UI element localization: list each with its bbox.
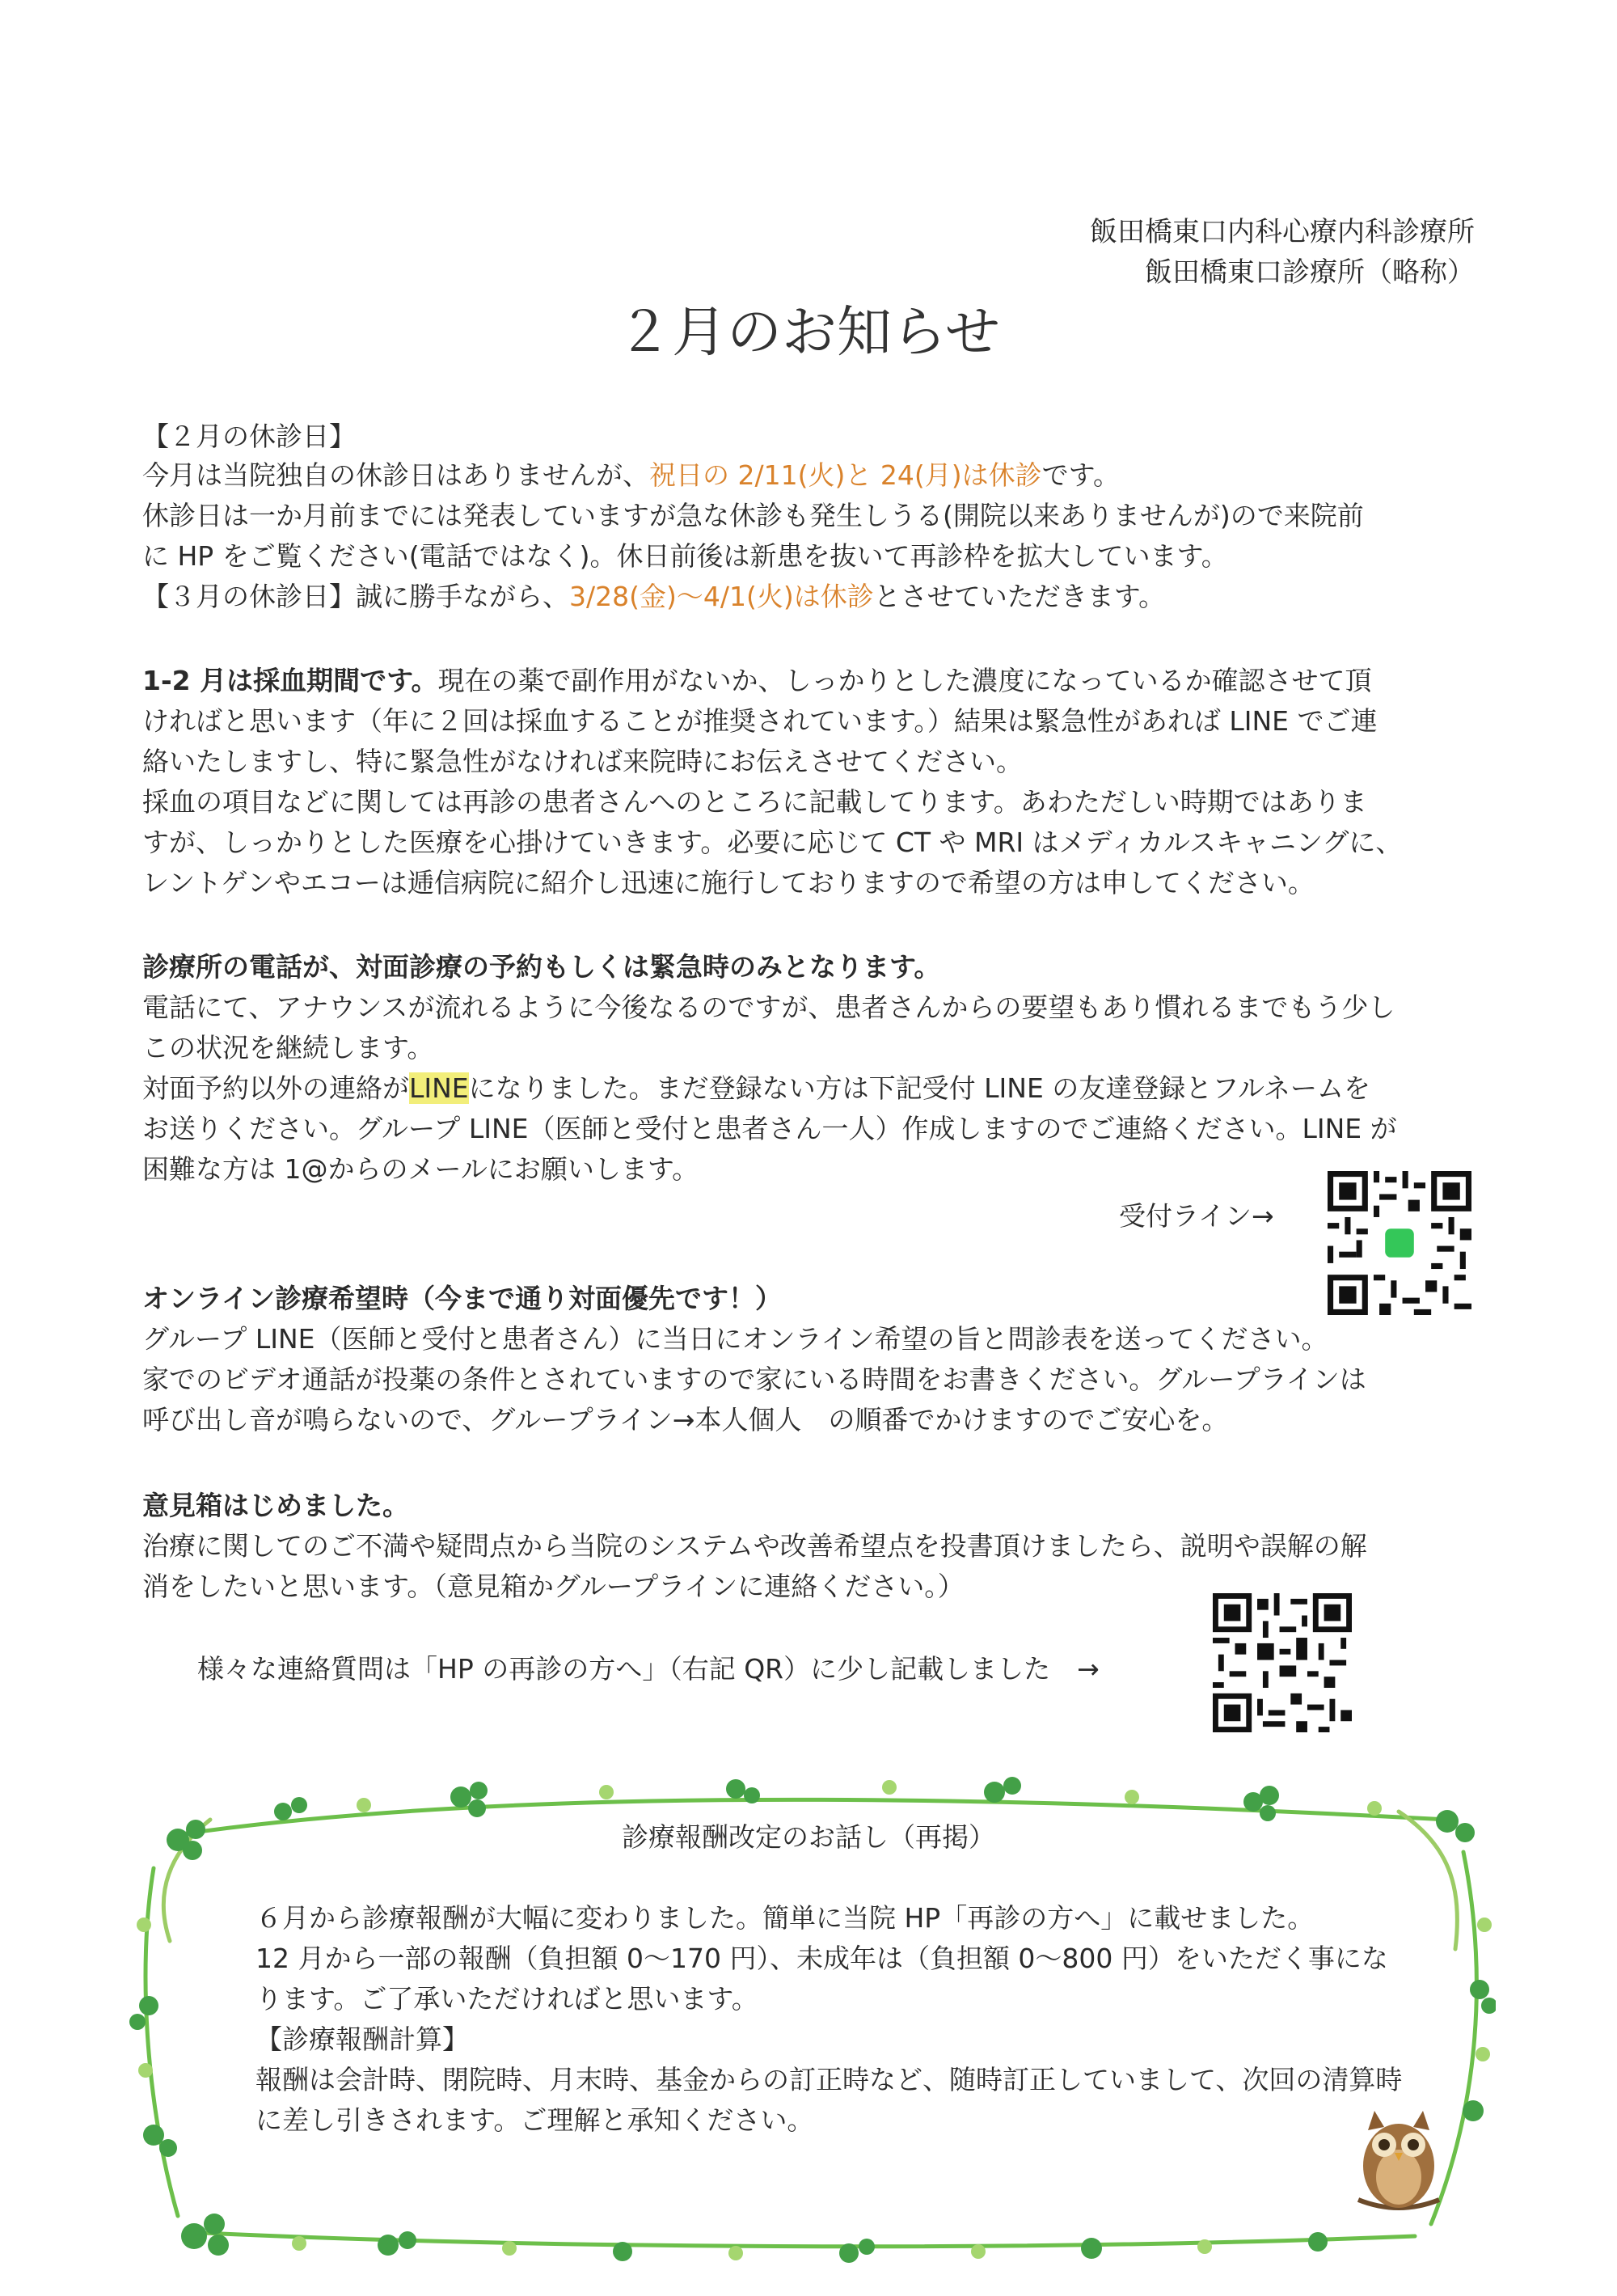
phone-line-4: お送りください。グループ LINE（医師と受付と患者さん一人）作成しますのでご連絡ください。LINE が — [142, 1113, 1397, 1144]
line-qr-code[interactable] — [1328, 1171, 1471, 1315]
holidays-highlight-march: 3/28(金)～4/1(火)は休診 — [569, 581, 874, 612]
blood-line-1-text: 現在の薬で副作用がないか、しっかりとした濃度になっているか確認させて頂 — [437, 665, 1372, 696]
phone-line-5: 困難な方は 1@からのメールにお願いします。 — [142, 1153, 699, 1185]
march-holiday-label: 【３月の休診日】誠に勝手ながら、 — [142, 581, 569, 612]
blood-line-5: すが、しっかりとした医療を心掛けていきます。必要に応じて CT や MRI はメディカルスキャニングに、 — [142, 827, 1403, 858]
opinion-line-1: 治療に関してのご不満や疑問点から当院のシステムや改善希望点を投書頂けましたら、説明や誤解の解 — [142, 1530, 1367, 1562]
fee-line-1: ６月から診療報酬が大幅に変わりました。簡単に当院 HP「再診の方へ」に載せました。 — [255, 1902, 1315, 1934]
holidays-line-3: に HP をご覧ください(電話ではなく)。休日前後は新患を抜いて再診枠を拡大しています。 — [142, 540, 1228, 572]
holidays-line-4 — [142, 576, 1165, 618]
line-qr-label: 受付ライン→ — [1119, 1200, 1274, 1232]
clinic-full-name: 飯田橋東口内科心療内科診療所 — [1090, 216, 1475, 248]
holidays-line-1-tail: です。 — [1041, 459, 1120, 491]
online-line-2: 家でのビデオ通話が投薬の条件とされていますので家にいる時間をお書きください。グループラインは — [142, 1364, 1366, 1395]
blood-line-3: 絡いたしますし、特に緊急性がなければ来院時にお伝えさせてください。 — [142, 746, 1023, 777]
fee-revision-title: 診療報酬改定のお話し（再掲） — [622, 1821, 995, 1853]
clinic-short-name: 飯田橋東口診療所（略称） — [1145, 256, 1475, 289]
online-line-1: グループ LINE（医師と受付と患者さん）に当日にオンライン希望の旨と問診表を送ってください。 — [142, 1323, 1328, 1355]
blood-heading: 1-2 月は採血期間です。 — [142, 665, 438, 696]
online-heading: オンライン診療希望時（今まで通り対面優先です！） — [142, 1283, 783, 1314]
line-highlight: LINE — [409, 1072, 469, 1104]
holidays-line-1 — [142, 455, 1120, 497]
fee-line-4: 報酬は会計時、閉院時、月末時、基金からの訂正時など、随時訂正していまして、次回の清算時 — [255, 2064, 1403, 2095]
blood-line-6: レントゲンやエコーは逓信病院に紹介し迅速に施行しておりますので希望の方は申してください。 — [142, 867, 1315, 899]
page-title: ２月のお知らせ — [617, 301, 1000, 365]
holidays-line-2: 休診日は一か月前までには発表していますが急な休診も発生しうる(開院以来ありませんが)ので来院前 — [142, 500, 1364, 531]
phone-line-3-tail: になりました。まだ登録ない方は下記受付 LINE の友達登録とフルネームを — [468, 1072, 1370, 1104]
holidays-highlight-feb: 祝日の 2/11(火)と 24(月)は休診 — [649, 459, 1042, 491]
fee-calc-heading: 【診療報酬計算】 — [255, 2023, 469, 2055]
holidays-line-1-text: 今月は当院独自の休診日はありませんが、 — [142, 459, 649, 491]
phone-line-1: 電話にて、アナウンスが流れるように今後なるのですが、患者さんからの要望もあり慣れるまでもう少し — [142, 992, 1395, 1023]
phone-line-3-text: 対面予約以外の連絡が — [142, 1072, 409, 1104]
hp-qr-label: 様々な連絡質問は「HP の再診の方へ」（右記 QR）に少し記載しました → — [197, 1653, 1100, 1685]
blood-line-2: ければと思います（年に２回は採血することが推奨されています。）結果は緊急性があれば LINE でご連 — [142, 705, 1378, 737]
holidays-line-4-tail: とさせていただきます。 — [873, 581, 1166, 612]
owl-illustration — [1350, 2103, 1447, 2224]
phone-line-2: この状況を継続します。 — [142, 1032, 434, 1063]
hp-qr-code[interactable] — [1213, 1593, 1352, 1732]
blood-line-4: 採血の項目などに関しては再診の患者さんへのところに記載してります。あわただしい時期ではありま — [142, 786, 1367, 818]
fee-line-5: に差し引きされます。ご理解と承知ください。 — [255, 2104, 814, 2136]
phone-line-3 — [142, 1068, 1370, 1110]
blood-line-1 — [142, 660, 1371, 702]
phone-heading: 診療所の電話が、対面診療の予約もしくは緊急時のみとなります。 — [142, 951, 941, 983]
opinion-line-2: 消をしたいと思います。（意見箱かグループラインに連絡ください。） — [142, 1571, 965, 1602]
opinion-heading: 意見箱はじめました。 — [142, 1490, 409, 1521]
online-line-3: 呼び出し音が鳴らないので、グループライン→本人個人 の順番でかけますのでご安心を。 — [142, 1404, 1229, 1436]
fee-line-2: 12 月から一部の報酬（負担額 0～170 円）、未成年は（負担額 0～800 円）をいただく事にな — [255, 1943, 1388, 1974]
fee-line-3: ります。ご了承いただければと思います。 — [255, 1983, 758, 2015]
holidays-heading: 【２月の休診日】 — [142, 421, 356, 452]
